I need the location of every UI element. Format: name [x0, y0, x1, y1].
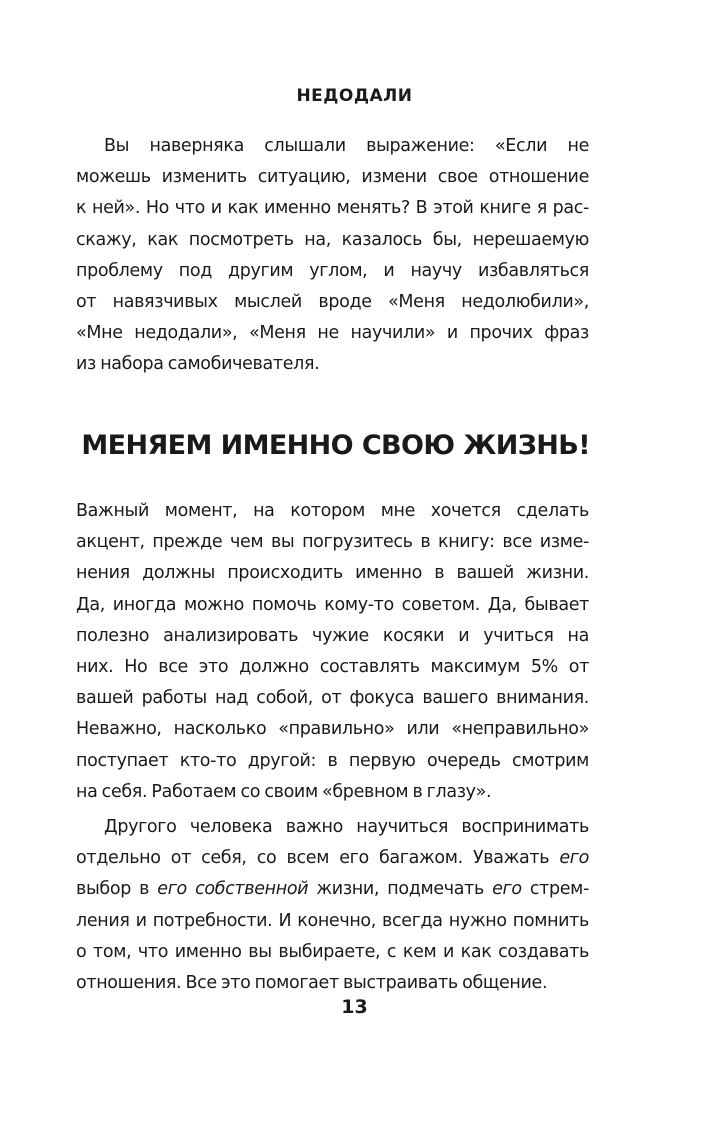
text-line: отношения. Все это помогает выстраивать общение.: [76, 973, 548, 994]
text-line: на себя. Работаем со своим «бревном в глазу».: [76, 781, 492, 802]
emphasis-text: его: [492, 879, 522, 900]
text-line: акцент, прежде чем вы погрузитесь в книгу: все изме-: [76, 532, 589, 553]
text-run: выбор в: [76, 879, 150, 900]
body-paragraph-1: [76, 496, 589, 808]
text-line: можешь изменить ситуацию, измени свое отношение: [76, 167, 589, 188]
text-line: полезно анализировать чужие косяки и учиться на: [76, 625, 589, 646]
text-line: о том, что именно вы выбираете, с кем и как создавать: [76, 941, 589, 962]
text-line: [76, 874, 589, 905]
page-number: 13: [341, 996, 368, 1018]
intro-paragraph: [76, 131, 589, 381]
text-line: [76, 843, 589, 874]
text-line: них. Но все это должно составлять максимум 5% от: [76, 657, 589, 678]
text-line: вашей работы над собой, от фокуса вашего внимания.: [76, 688, 589, 709]
text-run: жизни, подмечать: [316, 879, 484, 900]
text-run: стрем-: [529, 879, 589, 900]
section-heading: МЕНЯЕМ ИМЕННО СВОЮ ЖИЗНЬ!: [81, 430, 590, 461]
text-line: Неважно, насколько «правильно» или «неправильно»: [76, 719, 589, 740]
text-line: Вы наверняка слышали выражение: «Если не: [104, 136, 589, 156]
text-line: скажу, как посмотреть на, казалось бы, нерешаемую: [76, 229, 589, 250]
text-line: проблему под другим углом, и научу избавляться: [76, 260, 589, 281]
text-line: ления и потребности. И конечно, всегда нужно помнить: [76, 910, 589, 931]
emphasis-text: его: [559, 848, 589, 869]
text-line: нения должны происходить именно в вашей жизни.: [76, 563, 589, 584]
text-line: из набора самобичевателя.: [76, 354, 320, 375]
body-paragraph-2: [76, 812, 589, 999]
text-line: Да, иногда можно помочь кому-то советом. Да, бывает: [76, 594, 589, 615]
text-line: «Мне недодали», «Меня не научили» и прочих фраз: [76, 323, 589, 344]
text-line: Важный момент, на котором мне хочется сделать: [76, 501, 589, 521]
text-line: к ней». Но что и как именно менять? В этой книге я рас-: [76, 198, 589, 219]
text-line: поступает кто-то другой: в первую очередь смотрим: [76, 750, 589, 771]
text-run: отдельно от себя, со всем его багажом. Уважать: [76, 848, 550, 869]
text-line: Другого человека важно научиться воспринимать: [104, 817, 589, 837]
text-line: от навязчивых мыслей вроде «Меня недолюбили»,: [76, 292, 589, 313]
emphasis-text: его собственной: [157, 879, 309, 900]
running-head: НЕДОДАЛИ: [296, 86, 413, 106]
